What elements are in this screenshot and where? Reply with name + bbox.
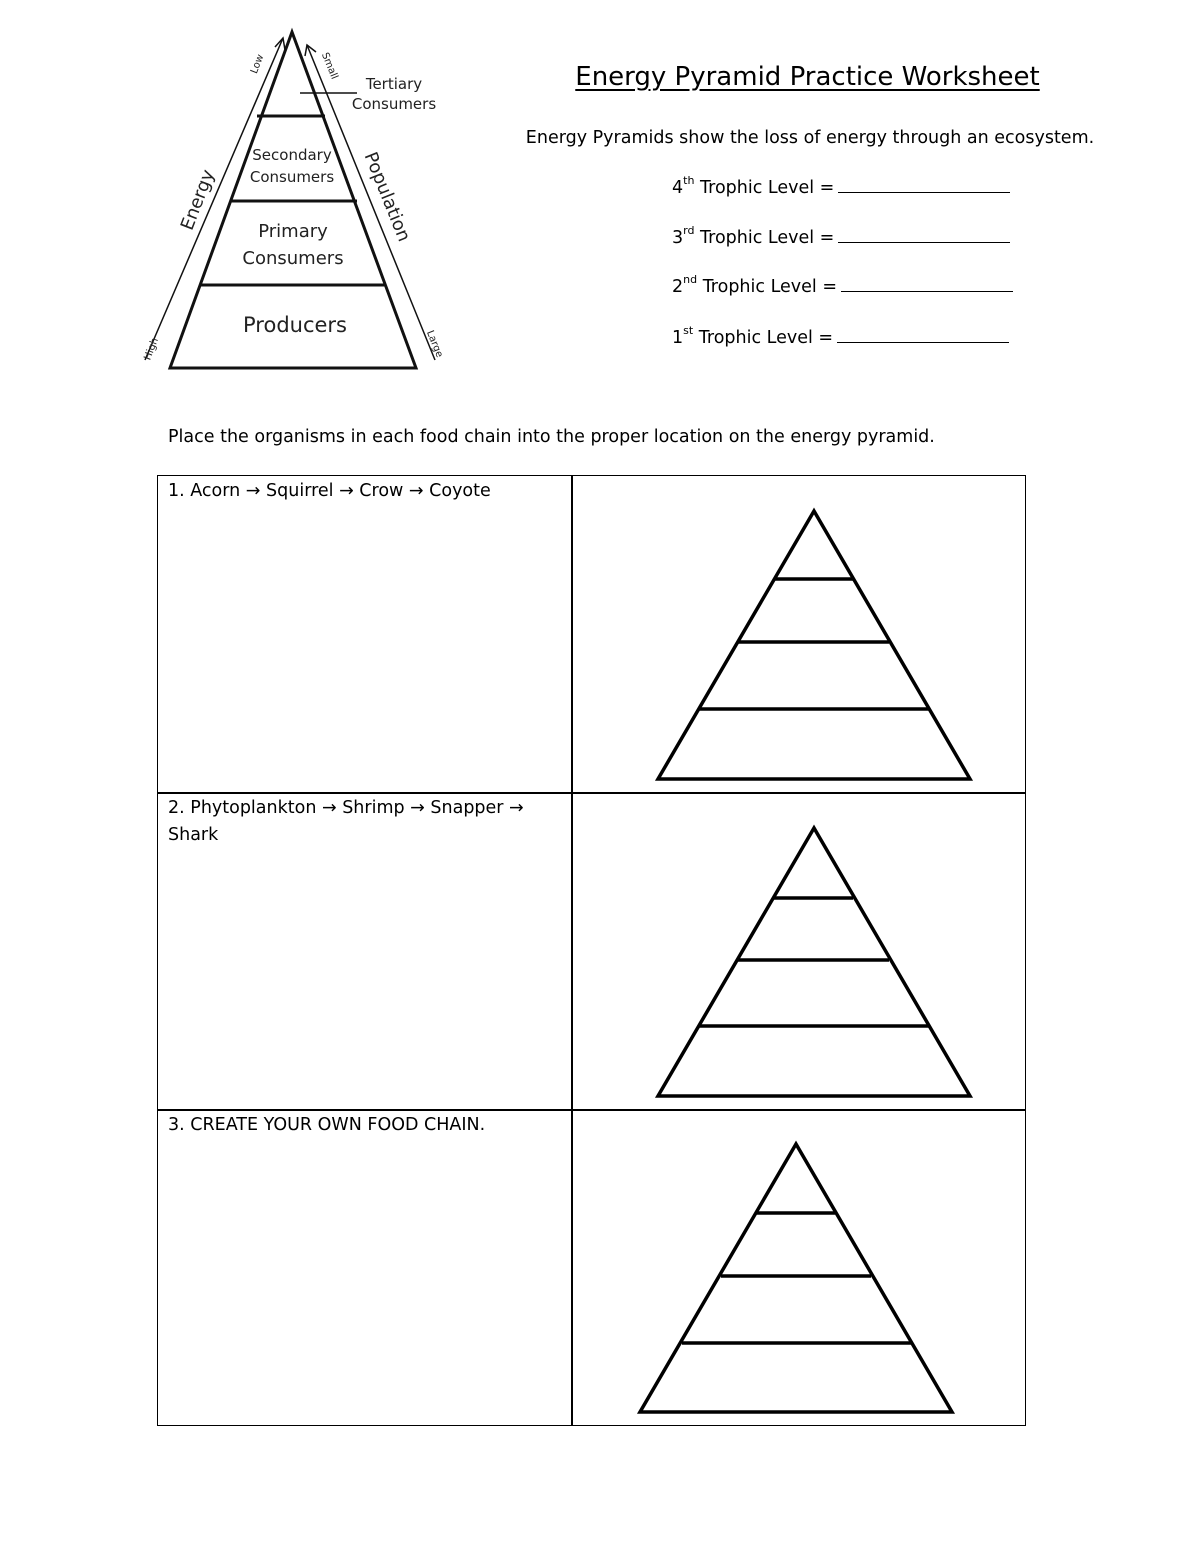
answer-blank[interactable]	[838, 228, 1010, 243]
population-large-label: Large	[423, 328, 445, 360]
trophic-level-number: 2	[672, 277, 684, 297]
trophic-level-1-row	[672, 324, 1009, 348]
trophic-level-suffix: th	[683, 174, 695, 188]
trophic-level-number: 4	[672, 178, 684, 198]
secondary-label-line2: Consumers	[249, 168, 335, 186]
trophic-level-4-row	[672, 174, 1010, 198]
primary-label-line1: Primary	[258, 221, 328, 242]
table-column-divider	[571, 476, 573, 1425]
population-small-label: Small	[319, 51, 340, 82]
answer-blank[interactable]	[841, 277, 1013, 292]
trophic-level-number: 1	[672, 328, 684, 348]
page-title: Energy Pyramid Practice Worksheet	[575, 62, 1040, 92]
trophic-level-label: Trophic Level =	[698, 328, 834, 348]
trophic-level-label: Trophic Level =	[700, 178, 835, 198]
food-chain-1-text: 1. Acorn → Squirrel → Crow → Coyote	[168, 481, 491, 501]
tertiary-label-line2: Consumers	[351, 95, 437, 113]
table-row-divider	[158, 792, 1025, 794]
page-subtitle: Energy Pyramids show the loss of energy through an ecosystem.	[525, 128, 1095, 148]
primary-label-line2: Consumers	[242, 248, 344, 269]
population-label: Population	[359, 149, 415, 245]
worksheet-table	[157, 475, 1026, 1426]
tertiary-label-line1: Tertiary	[365, 75, 423, 93]
energy-label: Energy	[176, 166, 219, 234]
answer-blank[interactable]	[837, 328, 1009, 343]
answer-blank[interactable]	[838, 178, 1010, 193]
trophic-level-suffix: st	[683, 324, 694, 338]
trophic-level-3-row	[672, 224, 1010, 248]
trophic-level-number: 3	[672, 228, 684, 248]
trophic-level-label: Trophic Level =	[702, 277, 837, 297]
trophic-level-suffix: nd	[683, 273, 698, 287]
food-chain-3-text: 3. CREATE YOUR OWN FOOD CHAIN.	[168, 1115, 486, 1135]
food-chain-2-text: 2. Phytoplankton → Shrimp → Snapper → Shark	[168, 798, 524, 845]
blank-pyramid-3	[636, 1139, 956, 1419]
blank-pyramid-2	[654, 823, 974, 1103]
trophic-level-suffix: rd	[683, 224, 695, 238]
trophic-level-2-row	[672, 273, 1013, 297]
instructions-text: Place the organisms in each food chain into the proper location on the energy pyramid.	[168, 427, 935, 447]
blank-pyramid-1	[654, 506, 974, 786]
table-row-divider	[158, 1109, 1025, 1111]
producers-label: Producers	[243, 313, 347, 337]
secondary-label-line1: Secondary	[252, 146, 332, 164]
reference-energy-pyramid	[135, 25, 455, 375]
energy-low-label: Low	[249, 52, 267, 76]
trophic-level-label: Trophic Level =	[700, 228, 835, 248]
energy-high-label: High	[142, 336, 161, 362]
energy-arrow	[145, 38, 285, 360]
